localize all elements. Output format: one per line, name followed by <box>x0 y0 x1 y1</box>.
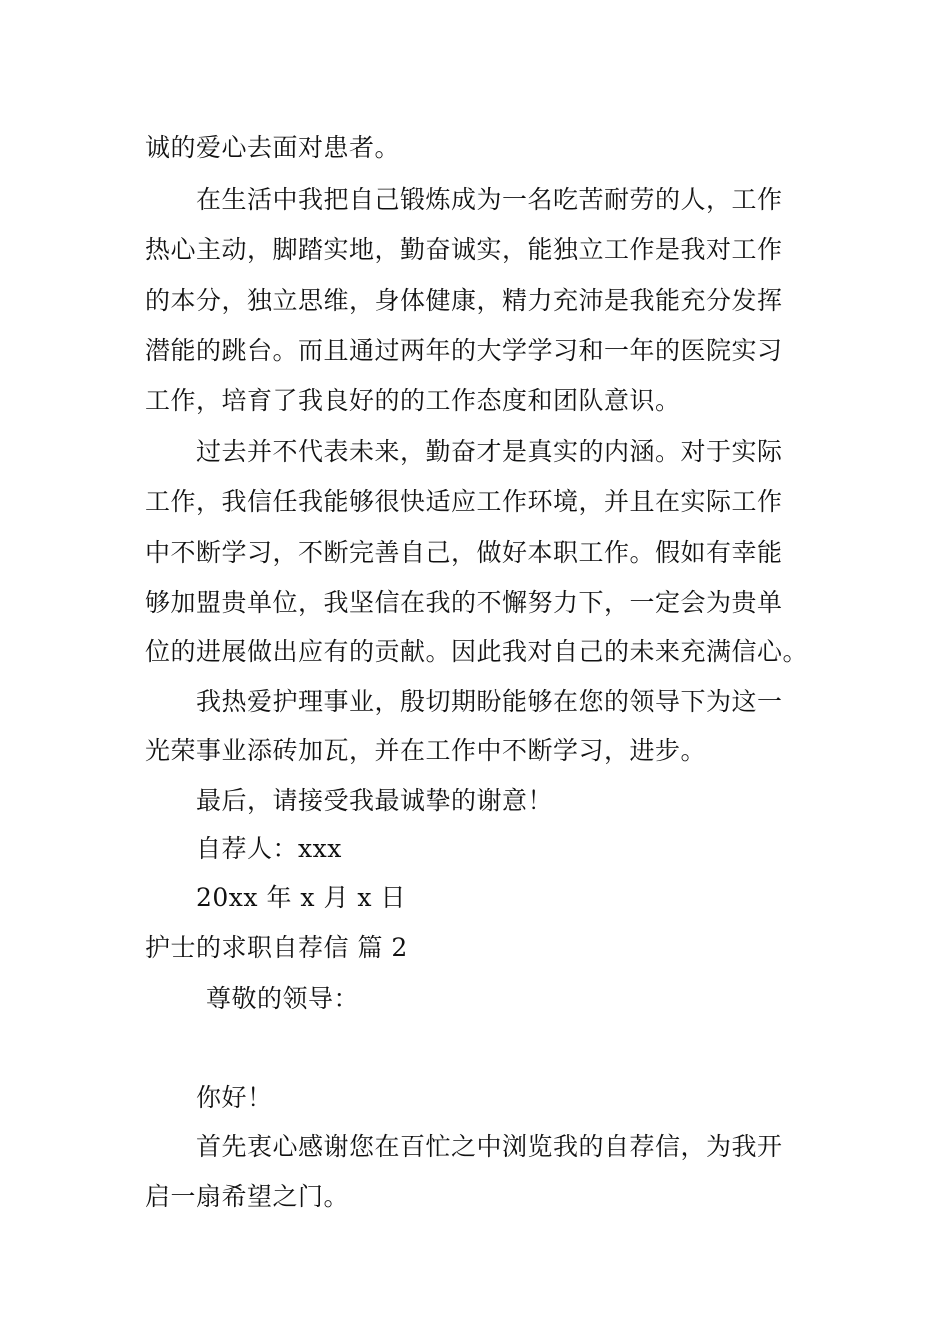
date-line: 20xx 年 x 月 x 日 <box>196 883 406 912</box>
signature-line: 自荐人：xxx <box>196 834 342 863</box>
paragraph-line: 我热爱护理事业，殷切期盼能够在您的领导下为这一 <box>196 687 783 716</box>
closing-line: 最后，请接受我最诚挚的谢意！ <box>196 786 554 815</box>
paragraph-line: 中不断学习，不断完善自己，做好本职工作。假如有幸能 <box>145 538 783 567</box>
paragraph-line: 首先衷心感谢您在百忙之中浏览我的自荐信，为我开 <box>196 1132 783 1161</box>
paragraph-line: 位的进展做出应有的贡献。因此我对自己的未来充满信心。 <box>145 637 809 666</box>
paragraph-line: 工作，我信任我能够很快适应工作环境，并且在实际工作 <box>145 487 783 516</box>
paragraph-line: 光荣事业添砖加瓦，并在工作中不断学习，进步。 <box>145 736 707 765</box>
salutation: 尊敬的领导： <box>206 984 360 1013</box>
paragraph-line: 工作，培育了我良好的的工作态度和团队意识。 <box>145 386 681 415</box>
paragraph-line: 够加盟贵单位，我坚信在我的不懈努力下，一定会为贵单 <box>145 588 783 617</box>
paragraph-line: 诚的爱心去面对患者。 <box>145 133 401 162</box>
paragraph-line: 过去并不代表未来，勤奋才是真实的内涵。对于实际 <box>196 437 783 466</box>
greeting: 你好！ <box>196 1083 273 1112</box>
paragraph-line: 热心主动，脚踏实地，勤奋诚实，能独立工作是我对工作 <box>145 235 783 264</box>
paragraph-line: 的本分，独立思维，身体健康，精力充沛是我能充分发挥 <box>145 286 783 315</box>
paragraph-line: 在生活中我把自己锻炼成为一名吃苦耐劳的人，工作 <box>196 185 783 214</box>
section-heading: 护士的求职自荐信 篇 2 <box>145 933 408 962</box>
paragraph-line: 启一扇希望之门。 <box>145 1182 350 1211</box>
paragraph-line: 潜能的跳台。而且通过两年的大学学习和一年的医院实习 <box>145 336 783 365</box>
